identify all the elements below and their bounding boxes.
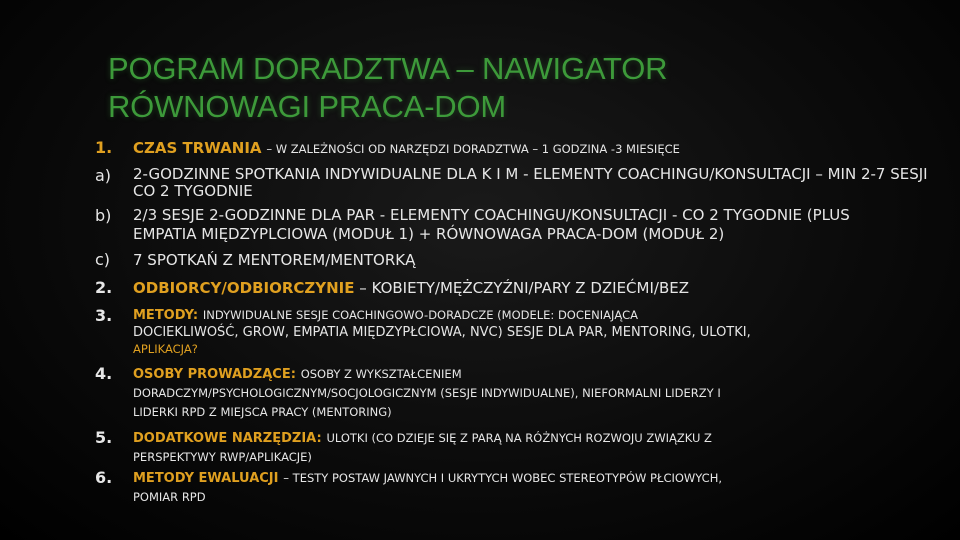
item-text-line: EMPATIA MIĘDZYPLCIOWA (MODUŁ 1) + RÓWNOWAGA PRACA-DOM (MODUŁ 2) xyxy=(133,225,725,243)
list-marker: c) xyxy=(95,250,111,269)
item-text-line: 7 SPOTKAŃ Z MENTOREM/MENTORKĄ xyxy=(133,251,416,269)
item-text: – W ZALEŻNOŚCI OD NARZĘDZI DORADZTWA – 1 GODZINA -3 MIESIĘCE xyxy=(266,142,680,156)
item-text: OSOBY Z WYKSZTAŁCENIEM xyxy=(300,367,462,381)
slide-title xyxy=(108,50,928,126)
item-text-line: APLIKACJA? xyxy=(133,342,198,356)
item-heading: DODATKOWE NARZĘDZIA: xyxy=(133,431,322,446)
item-text-line: DORADCZYM/PSYCHOLOGICZNYM/SOCJOLOGICZNYM (SESJE INDYWIDUALNE), NIEFORMALNI LIDERZY I xyxy=(133,386,721,400)
item-text-line: 2-GODZINNE SPOTKANIA INDYWIDUALNE DLA K I M - ELEMENTY COACHINGU/KONSULTACJI – MIN 2-7 SESJI xyxy=(133,165,928,183)
list-marker: b) xyxy=(95,206,112,225)
item-text: ULOTKI (CO DZIEJE SIĘ Z PARĄ NA RÓŻNYCH ROZWOJU ZWIĄZKU Z xyxy=(326,431,712,445)
list-marker: 1. xyxy=(95,138,113,157)
item-text-line: 2/3 SESJE 2-GODZINNE DLA PAR - ELEMENTY COACHINGU/KONSULTACJI - CO 2 TYGODNIE (PLUS xyxy=(133,206,850,224)
item-heading: ODBIORCY/ODBIORCZYNIE xyxy=(133,279,355,297)
list-marker: 2. xyxy=(95,278,113,297)
item-text: – TESTY POSTAW JAWNYCH I UKRYTYCH WOBEC STEREOTYPÓW PŁCIOWYCH, xyxy=(283,471,723,485)
item-text: – KOBIETY/MĘŻCZYŹNI/PARY Z DZIEĆMI/BEZ xyxy=(359,279,689,297)
item-text-line: LIDERKI RPD Z MIEJSCA PRACY (MENTORING) xyxy=(133,405,392,419)
list-marker: 4. xyxy=(95,364,113,383)
list-marker: a) xyxy=(95,166,112,185)
item-text-line: DOCIEKLIWOŚĆ, GROW, EMPATIA MIĘDZYPŁCIOWA, NVC) SESJE DLA PAR, MENTORING, ULOTKI, xyxy=(133,325,751,340)
item-heading: METODY: xyxy=(133,308,199,323)
item-text-line: PERSPEKTYWY RWP/APLIKACJE) xyxy=(133,450,312,464)
list-marker: 5. xyxy=(95,428,113,447)
item-heading: CZAS TRWANIA xyxy=(133,139,262,157)
item-text: INDYWIDUALNE SESJE COACHINGOWO-DORADCZE (MODELE: DOCENIAJĄCA xyxy=(202,308,638,322)
item-text-line: CO 2 TYGODNIE xyxy=(133,182,253,200)
list-marker: 6. xyxy=(95,468,113,487)
item-heading: OSOBY PROWADZĄCE: xyxy=(133,367,296,382)
item-text-line: POMIAR RPD xyxy=(133,490,206,504)
item-heading: METODY EWALUACJI xyxy=(133,471,279,486)
title-line-1: POGRAM DORADZTWA – NAWIGATOR xyxy=(108,51,668,86)
list-marker: 3. xyxy=(95,306,113,325)
title-line-2: RÓWNOWAGI PRACA-DOM xyxy=(108,89,507,124)
